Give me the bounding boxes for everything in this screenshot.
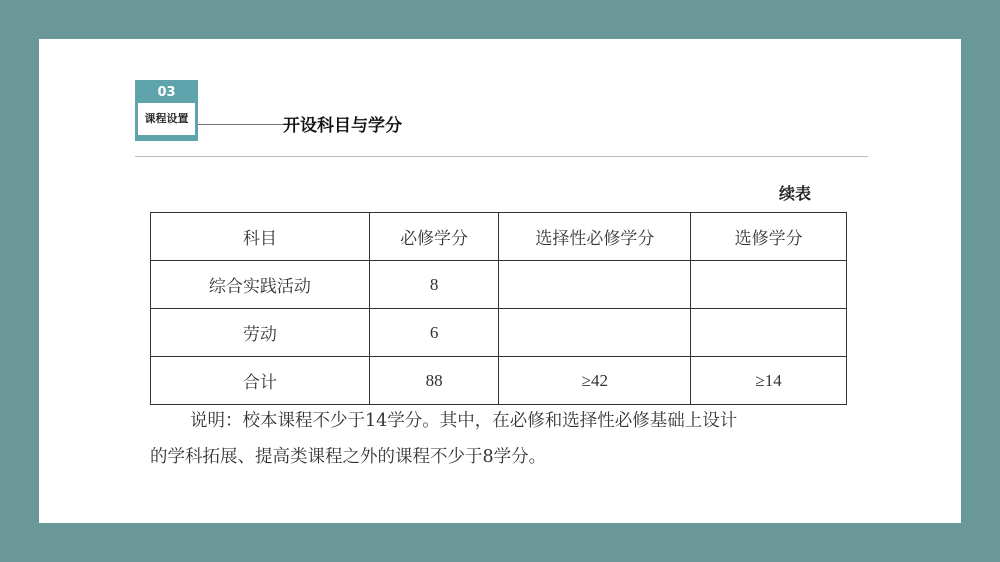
table-cell: ≥42	[499, 357, 691, 405]
table-note	[150, 403, 870, 475]
table-row-total	[151, 357, 847, 405]
table-cell: 劳动	[151, 309, 370, 357]
table-cell: 8	[369, 261, 499, 309]
header-elective-credits: 选修学分	[691, 213, 847, 261]
table-cell: 88	[369, 357, 499, 405]
continued-table-label: 续表	[779, 184, 812, 203]
section-title: 开设科目与学分	[283, 116, 402, 136]
table-cell	[499, 261, 691, 309]
header-required-credits: 必修学分	[369, 213, 499, 261]
table-cell: ≥14	[691, 357, 847, 405]
table-row	[151, 309, 847, 357]
table-cell: 合计	[151, 357, 370, 405]
section-label: 课程设置	[138, 103, 195, 135]
table-cell: 6	[369, 309, 499, 357]
header-selective-required-credits: 选择性必修学分	[499, 213, 691, 261]
note-line-2: 的学科拓展、提高类课程之外的课程不少于8学分。	[150, 447, 547, 467]
section-number: 03	[157, 85, 176, 100]
document-page	[39, 39, 961, 523]
section-badge	[135, 80, 198, 141]
table-header-row	[151, 213, 847, 261]
table-cell	[499, 309, 691, 357]
header-subject: 科目	[151, 213, 370, 261]
credits-table	[150, 212, 847, 405]
table-cell	[691, 309, 847, 357]
table-cell	[691, 261, 847, 309]
badge-connector-line	[198, 124, 288, 125]
header-divider	[135, 156, 868, 157]
table-cell: 综合实践活动	[151, 261, 370, 309]
note-line-1: 说明：校本课程不少于14学分。其中，在必修和选择性必修基础上设计	[190, 411, 738, 431]
table-row	[151, 261, 847, 309]
